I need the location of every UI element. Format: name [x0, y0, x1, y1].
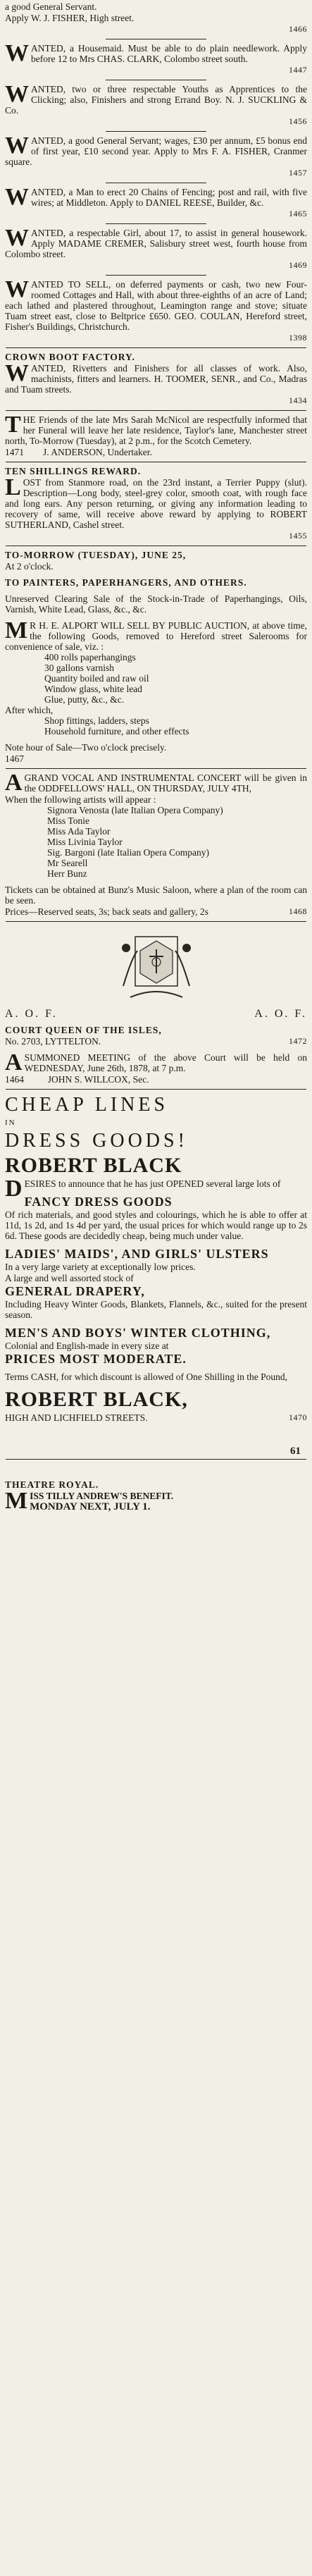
drop-cap: W: [5, 276, 29, 302]
drop-cap: W: [5, 133, 29, 159]
auction-to: TO PAINTERS, PAPERHANGERS, AND OTHERS.: [5, 577, 247, 588]
page-number: 61: [290, 1446, 301, 1457]
ad-text: SUMMONED MEETING of the above Court will be held on WEDNESDAY, June 26th, 1878, at 7 p.m.: [24, 1052, 307, 1073]
theatre-benefit: ISS TILLY ANDREW'S BENEFIT.: [30, 1491, 174, 1501]
concert-prices: Prices—Reserved seats, 3s; back seats and gallery, 2s: [5, 906, 208, 917]
ulsters-text: In a very large variety at exceptionally low prices.: [5, 1262, 196, 1272]
ad-line: a good General Servant.: [5, 1, 97, 12]
ad-text: ANTED, two or three respectable Youths as Apprentices to the Clicking; also, Finishers and strong Errand Boy. N. J. SUCKLING & Co.: [5, 84, 307, 116]
auction-extra-items: [5, 715, 307, 737]
divider: [6, 347, 306, 348]
concert-lead: When the following artists will appear :: [5, 794, 156, 805]
ad-cottages-to-sell: [0, 278, 312, 345]
performer: Miss Livinia Taylor: [47, 837, 123, 847]
list-item: 400 rolls paperhangings: [44, 652, 136, 663]
list-item: 30 gallons varnish: [44, 663, 114, 673]
ad-text: ANTED, a good General Servant; wages, £30 per annum, £5 bonus end of first year, £10 second year. Apply to Mrs F. A. FISHER, Cranmer square.: [5, 135, 307, 167]
divider: [6, 768, 306, 769]
drapery-text: Including Heavy Winter Goods, Blankets, Flannels, &c., suited for the present season.: [5, 1299, 307, 1320]
aof-left: A. O. F.: [5, 1008, 58, 1020]
ad-fencing: [0, 185, 312, 221]
list-item: Household furniture, and other effects: [44, 726, 189, 737]
ad-line: Apply W. J. FISHER, High street.: [5, 13, 135, 23]
mens-text: Colonial and English-made in every size at: [5, 1341, 169, 1351]
ad-text: OST from Stanmore road, on the 23rd instant, a Terrier Puppy (slut). Description—Long body, steel-grey color, smooth coat, with rough face and long ears. Any person returning, or giving any information leading to recovery of same, will receive above reward by applying to ROBERT SUTHERLAND, Cashel street.: [5, 477, 307, 530]
ad-funeral-notice: [0, 413, 312, 460]
drop-cap: M: [5, 1488, 28, 1514]
drop-cap: A: [5, 770, 23, 796]
ad-text: GRAND VOCAL AND INSTRUMENTAL CONCERT will be given in the ODDFELLOWS' HALL, ON THURSDAY, JULY 4TH,: [24, 772, 307, 794]
ad-ref: 1457: [289, 168, 307, 178]
ad-ref: 1467: [5, 753, 24, 764]
drapery-lead: A large and well assorted stock of: [5, 1273, 134, 1283]
ad-respectable-girl: [0, 226, 312, 273]
ad-ref: 1465: [289, 209, 307, 218]
divider: [106, 275, 206, 276]
drop-cap: T: [5, 412, 21, 438]
divider: [106, 131, 206, 132]
list-item: Quantity boiled and raw oil: [44, 673, 149, 684]
ad-crown-boot-factory: [0, 350, 312, 408]
ad-general-servant-fisher: [0, 0, 312, 37]
in-word: IN: [5, 1118, 16, 1127]
ad-text: ANTED, a Housemaid. Must be able to do plain needlework. Apply before 12 to Mrs CHAS. CLARK, Colombo street south.: [31, 43, 307, 64]
robert-black-address: HIGH AND LICHFIELD STREETS.: [5, 1412, 148, 1423]
divider: [6, 921, 306, 922]
drop-cap: D: [5, 1176, 23, 1202]
robert-black-name: ROBERT BLACK: [5, 1154, 182, 1177]
secretary-signature: JOHN S. WILLCOX, Sec.: [47, 1074, 149, 1085]
ad-theatre-royal: [0, 1478, 312, 1515]
list-item: Glue, putty, &c., &c.: [44, 694, 125, 705]
performer: Miss Ada Taylor: [47, 826, 111, 837]
ad-ref: 1469: [289, 260, 307, 270]
friendly-society-emblem: [111, 930, 202, 1007]
ad-ref: 1434: [289, 395, 307, 405]
drop-cap: W: [5, 360, 29, 386]
ad-ref: 1456: [289, 116, 307, 126]
ad-ref: 1466: [289, 24, 307, 34]
ad-ten-shillings-reward: [0, 464, 312, 543]
performer: Sig. Bargoni (late Italian Opera Company): [47, 847, 209, 858]
ad-heading: CROWN BOOT FACTORY.: [5, 352, 135, 362]
drop-cap: W: [5, 81, 29, 107]
performer: Herr Bunz: [47, 868, 87, 879]
drop-cap: L: [5, 474, 21, 500]
drop-cap: M: [5, 617, 28, 643]
ad-housemaid: [0, 42, 312, 78]
mens-heading: MEN'S AND BOYS' WINTER CLOTHING,: [5, 1326, 271, 1340]
drop-cap: A: [5, 1049, 23, 1076]
performer: Mr Searell: [47, 858, 88, 868]
drop-cap: W: [5, 225, 29, 251]
drop-cap: W: [5, 184, 29, 210]
theatre-heading: THEATRE ROYAL.: [5, 1479, 99, 1490]
ad-grand-concert: [0, 771, 312, 919]
performer-list: [5, 805, 307, 879]
ad-text: ANTED TO SELL, on deferred payments or cash, two new Four-roomed Cottages and Hall, with about three-eighths of an acre of Land; each lathed and plastered throughout, Leamington range and stove; situate Tuam street east, close to Beltprice £650. GEO. COULAN, Hereford street, Fisher's Buildings, Christchurch.: [5, 279, 307, 332]
list-item: Shop fittings, ladders, steps: [44, 715, 149, 726]
cheap-lines-heading: CHEAP LINES: [5, 1094, 169, 1116]
ad-heading: TEN SHILLINGS REWARD.: [5, 466, 142, 476]
dress-goods-heading: DRESS GOODS!: [5, 1130, 188, 1152]
ad-text: R H. E. ALPORT WILL SELL BY PUBLIC AUCTION, at above time, the following Goods, removed to Hereford street Salerooms for convenience of sale, viz. :: [5, 620, 307, 652]
ad-ref: 1455: [289, 531, 307, 541]
performer: Miss Tonie: [47, 815, 89, 826]
auction-after: After which,: [5, 705, 54, 715]
list-item: Window glass, white lead: [44, 684, 142, 694]
ad-text: ANTED, a Man to erect 20 Chains of Fencing; post and rail, with five wires; at Middleton. Apply to DANIEL REESE, Builder, &c.: [31, 187, 307, 208]
aof-right: A. O. F.: [254, 1008, 307, 1020]
drapery-heading: GENERAL DRAPERY,: [5, 1284, 145, 1298]
ad-text: ESIRES to announce that he has just OPENED several large lots of: [24, 1178, 281, 1189]
ad-ref: 1398: [289, 333, 307, 343]
ad-text: ANTED, Rivetters and Finishers for all classes of work. Also, machinists, fitters and learners. H. TOOMER, SENR., and Co., Madras and Tuam streets.: [5, 363, 307, 395]
performer: Signora Venosta (late Italian Opera Company): [47, 805, 223, 815]
auction-intro: Unreserved Clearing Sale of the Stock-in-Trade of Paperhangings, Oils, Varnish, White Lead, Glass, &c., &c.: [5, 593, 307, 615]
ad-apprentices: [0, 82, 312, 129]
ad-text: ANTED, a respectable Girl, about 17, to assist in general housework. Apply MADAME CREMER, Salisbury street west, fourth house from Colombo street.: [5, 228, 307, 259]
ad-ref: 1464: [5, 1074, 24, 1085]
ad-ref: 1470: [289, 1412, 307, 1422]
divider: [6, 1459, 306, 1460]
divider: [6, 410, 306, 411]
ulsters-heading: LADIES' MAIDS', AND GIRLS' ULSTERS: [5, 1247, 269, 1261]
ad-auction-alport: [0, 548, 312, 766]
robert-black-signature: ROBERT BLACK,: [5, 1388, 188, 1411]
undertaker-signature: J. ANDERSON, Undertaker.: [43, 447, 152, 457]
ad-robert-black: [0, 1092, 312, 1425]
divider: [106, 223, 206, 224]
fancy-text: Of rich materials, and good styles and colourings, which he is able to offer at 11d, 1s 2d, and 1s 4d per yard, the usual prices for which would range up to 2s 6d. These goods are decidedly cheap, being much under value.: [5, 1209, 307, 1241]
concert-tickets: Tickets can be obtained at Bunz's Music Saloon, where a plan of the room can be seen.: [5, 885, 307, 906]
ad-ref: 1468: [289, 906, 307, 916]
court-name: COURT QUEEN OF THE ISLES,: [5, 1025, 162, 1035]
auction-time: At 2 o'clock.: [5, 561, 54, 572]
prices-heading: PRICES MOST MODERATE.: [5, 1352, 187, 1366]
terms-text: Terms CASH, for which discount is allowed of One Shilling in the Pound,: [5, 1372, 288, 1382]
theatre-date: MONDAY NEXT, JULY 1.: [30, 1501, 151, 1512]
fancy-dress-heading: FANCY DRESS GOODS: [24, 1195, 173, 1209]
ad-ref: 1447: [289, 65, 307, 75]
drop-cap: W: [5, 40, 29, 66]
divider: [6, 1089, 306, 1090]
auction-note: Note hour of Sale—Two o'clock precisely.: [5, 742, 167, 753]
ad-general-servant-cranmer: [0, 134, 312, 180]
ad-aof-court: [0, 924, 312, 1087]
ad-ref: 1471: [5, 447, 24, 457]
court-number: No. 2703, LYTTELTON.: [5, 1036, 101, 1047]
ad-text: HE Friends of the late Mrs Sarah McNicol are respectfully informed that her Funeral will leave her late residence, Taylor's lane, Manchester street north, To-Morrow (Tuesday), at 2 p.m., for the Scotch Cemetery.: [5, 414, 307, 446]
auction-date: TO-MORROW (TUESDAY), JUNE 25,: [5, 550, 187, 560]
auction-items: [5, 652, 307, 705]
ad-ref: 1472: [289, 1036, 307, 1046]
